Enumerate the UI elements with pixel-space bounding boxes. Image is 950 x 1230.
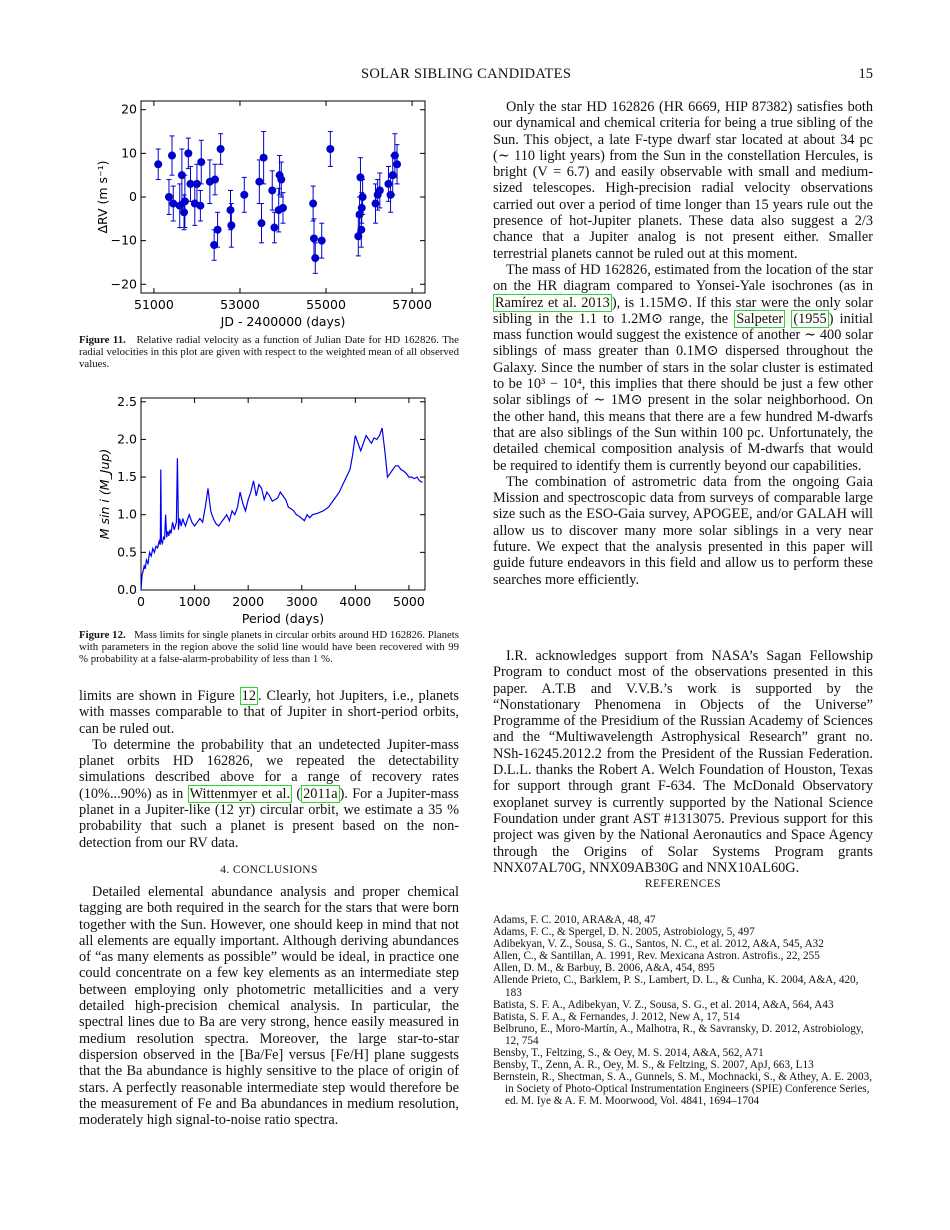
figure-11-caption-text: Relative radial velocity as a function of Julian Date for HD 162826. The radial velocities in this plot are given with respect to the weighted mean of all observed values. — [79, 334, 459, 371]
data-point — [326, 145, 334, 153]
data-point — [393, 160, 401, 168]
plot-frame — [141, 398, 425, 590]
data-point — [255, 178, 263, 186]
data-point — [197, 158, 205, 166]
y-tick-label: −10 — [110, 232, 137, 248]
x-tick-label: 5000 — [393, 594, 425, 609]
reference-item: Allende Prieto, C., Barklem, P. S., Lambert, D. L., & Cunha, K. 2004, A&A, 420, 183 — [493, 974, 859, 999]
y-tick-label: 0.0 — [117, 582, 137, 597]
x-axis-label: JD - 2400000 (days) — [220, 314, 346, 329]
paragraph: The combination of astrometric data from the ongoing Gaia Mission and spectroscopic data from surveys of comparable large size such as the ESO-Gaia survey, APOGEE, and/or GALAH will allow us to discover many more solar siblings in a very near future. We expect that the analysis presented in this paper will guide future endeavors in this field and allow us to perform these searches more efficiently. — [493, 473, 873, 588]
data-point — [240, 191, 248, 199]
data-point — [211, 176, 219, 184]
data-point — [165, 193, 173, 201]
reference-item: Belbruno, E., Moro-Martín, A., Malhotra, R., & Savransky, D. 2012, Astrobiology, 12, 754 — [493, 1022, 864, 1047]
data-point — [318, 237, 326, 245]
y-axis-label: M sin i (M_Jup) — [97, 448, 112, 540]
left-column-text-top — [79, 688, 459, 851]
paragraph: I.R. acknowledges support from NASA’s Sagan Fellowship Program to conduct most of the observations presented in this paper. A.T.B and V.V.B.’s work is supported by the “Nonstationary Phenomena in Objects of the Universe” Programme of the Presidium of the Russian Academy of Sciences and the “Multiwavelength Astrophysical Research” grant no. NSh-16245.2012.2 from the President of the Russian Federation. D.L.L. thanks the Robert A. Welch Foundation of Houston, Texas for support through grant F-634. The McDonald Observatory exoplanet survey is currently supported by the National Science Foundation under grant AST #1313075. Previous support for this project was given by the National Aeronautics and Space Agency through the Origins of Solar Systems Program grants NNX07AL70G, NNX09AB30G and NNX10AL60G. — [493, 648, 873, 876]
y-axis-label: ΔRV (m s⁻¹) — [95, 160, 110, 234]
reference-item: Adams, F. C., & Spergel, D. N. 2005, Astrobiology, 5, 497 — [493, 926, 755, 939]
y-tick-label: 20 — [121, 101, 137, 117]
data-point — [389, 171, 397, 179]
data-point — [372, 200, 380, 208]
data-point — [384, 180, 392, 188]
data-point — [376, 186, 384, 194]
x-tick-label: 3000 — [285, 594, 318, 609]
page-header — [0, 66, 950, 84]
data-point — [210, 241, 218, 249]
figure-12-label: Figure 12. — [79, 629, 126, 641]
data-point — [260, 154, 268, 162]
text: . Clearly, hot Jupiters, i.e., planets with masses comparable to that of Jupiter in short-period orbits, can be ruled out. — [79, 688, 459, 737]
data-point — [214, 226, 222, 234]
reference-item: Allen, D. M., & Barbuy, B. 2006, A&A, 454, 895 — [493, 962, 715, 975]
citation-link[interactable]: Salpeter — [736, 310, 784, 327]
paragraph: Detailed elemental abundance analysis and proper chemical tagging are both required in the search for the stars that were born together with the Sun. However, one should keep in mind that not all elements are equally important. Although deriving abundances of “as many elements as possible” would be ideal, in practice one could concentrate on a few key elements as an intermediate step between employing only photometric metallicities and a very detailed high-precision chemical analysis. In particular, the spectral lines due to Ba are very strong, hence easily measured in medium resolution spectra. Moreover, the large star-to-star dispersion observed in the [Ba/Fe] versus [Fe/H] plane suggests that the Ba abundance is highly sensitive to the place of origin of stars. A perfectly reasonable intermediate step would therefore be the measurement of Fe and Ba abundances in medium resolution, moderately high signal-to-noise ratio spectra. — [79, 884, 459, 1129]
text: The mass of HD 162826, estimated from the location of the star on the HR diagram compared to Yonsei-Yale isochrones (as in — [493, 261, 873, 295]
text: ), is 1.15M⊙. If this star were the only solar sibling in the 1.1 to 1.2M⊙ range, the — [493, 294, 873, 327]
acknowledgments — [493, 648, 873, 876]
y-tick-label: 1.0 — [117, 506, 137, 522]
x-tick-label: 53000 — [220, 297, 260, 312]
text: limits are shown in Figure — [79, 688, 240, 704]
figure-11-label: Figure 11. — [79, 334, 126, 346]
data-point — [184, 149, 192, 157]
paragraph: Only the star HD 162826 (HR 6669, HIP 87382) satisfies both our dynamical and chemical criteria for being a true sibling of the Sun. This object, a late F-type dwarf star located at about 34 pc (∼ 110 light years) from the Sun in the constellation Hercules, is bright (V = 6.7) and easily observable with small and medium-sized telescopes. High-precision radial velocity observations carried out over a period of time longer than 15 years rule out the presence of hot-Jupiter planets. These data also suggest a 2/3 chance that a Jupiter analog is not present either. Smaller terrestrial planets cannot be ruled out at this moment. — [493, 99, 873, 262]
page-number: 15 — [858, 66, 873, 82]
running-title: SOLAR SIBLING CANDIDATES — [361, 66, 572, 82]
data-point — [180, 208, 188, 216]
y-tick-label: 10 — [121, 145, 137, 161]
data-point — [309, 200, 317, 208]
y-tick-label: 0 — [129, 189, 137, 204]
y-tick-label: −20 — [110, 276, 137, 292]
figure-12 — [79, 392, 459, 628]
data-point — [270, 224, 278, 232]
rv-chart — [79, 95, 459, 335]
series-line — [141, 428, 422, 590]
text: ). For a Jupiter-mass planet in a Jupiter-like (12 yr) circular orbit, we estimate a 35 % probability that such a planet is present based on the non-detection from our RV data. — [79, 785, 459, 851]
x-tick-label: 51000 — [134, 297, 174, 312]
data-point — [279, 204, 287, 212]
data-point — [154, 160, 162, 168]
x-tick-label: 1000 — [178, 594, 211, 609]
x-tick-label: 2000 — [232, 594, 265, 609]
data-point — [391, 152, 399, 160]
figure-12-caption — [79, 629, 459, 666]
text: To determine the probability that an undetected Jupiter-mass planet orbits HD 162826, we repeated the detectability simulations described above for a range of recovery rates (10%...90%) as in — [79, 736, 459, 802]
data-point — [311, 254, 319, 262]
y-tick-label: 0.5 — [117, 544, 137, 560]
data-point — [168, 152, 176, 160]
figure-11 — [79, 95, 459, 335]
data-point — [181, 197, 189, 205]
left-column-text-bottom — [79, 884, 459, 1128]
reference-item: Adams, F. C. 2010, ARA&A, 48, 47 — [493, 914, 656, 926]
reference-item: Allen, C., & Santillan, A. 1991, Rev. Mexicana Astron. Astrofis., 22, 255 — [493, 950, 820, 963]
x-tick-label: 4000 — [339, 594, 372, 609]
data-point — [357, 226, 365, 234]
paragraph: To determine the probability that an undetected Jupiter-mass planet orbits HD 162826, we repeated the detectability simulations described above for a range of recovery rates (10%...90%) as in Wittenmyer et al. ( 2011a ). For a Jupiter-mass planet in a Jupiter-like (12 yr) circular orbit, we estimate a 35 % probability that such a planet is present based on the non-detection from our RV data. — [79, 736, 459, 851]
right-column-text — [493, 99, 873, 588]
reference-item: Bensby, T., Feltzing, S., & Oey, M. S. 2014, A&A, 562, A71 — [493, 1047, 764, 1060]
reference-item: Bensby, T., Zenn, A. R., Oey, M. S., & Feltzing, S. 2007, ApJ, 663, L13 — [493, 1059, 814, 1072]
citation-link[interactable]: 2011a — [303, 785, 338, 802]
y-tick-label: 1.5 — [117, 469, 137, 485]
citation-link[interactable]: Ramírez et al. 2013 — [495, 294, 610, 311]
section-heading: 4. CONCLUSIONS — [220, 864, 318, 876]
data-point — [196, 202, 204, 210]
data-point — [359, 193, 367, 201]
y-tick-label: 2.5 — [117, 393, 137, 409]
paragraph — [493, 262, 873, 474]
reference-item: Adibekyan, V. Z., Sousa, S. G., Santos, N. C., et al. 2012, A&A, 545, A32 — [493, 938, 824, 951]
citation-link[interactable]: Wittenmyer et al. — [189, 785, 291, 802]
data-point — [358, 204, 366, 212]
data-point — [268, 186, 276, 194]
figure-11-caption — [79, 334, 459, 371]
references-list — [493, 914, 873, 1108]
data-point — [277, 176, 285, 184]
x-tick-label: 0 — [137, 594, 145, 609]
reference-item: Bernstein, R., Shectman, S. A., Gunnels, S. M., Mochnacki, S., & Athey, A. E. 2003, in Society of Photo-Optical Instrumentation Engineers (SPIE) Conference Series, ed. M. Iye & A. F. M. Moorwood, Vol. 4841, 1694–1704 — [493, 1071, 873, 1108]
data-point — [217, 145, 225, 153]
x-tick-label: 55000 — [306, 297, 346, 312]
x-tick-label: 57000 — [392, 297, 432, 312]
data-point — [257, 219, 265, 227]
data-point — [356, 173, 364, 181]
references-heading: REFERENCES — [644, 878, 722, 890]
data-point — [227, 206, 235, 214]
figure-link[interactable]: 12 — [241, 688, 256, 704]
text: ) initial mass function would suggest the existence of another ∼ 400 solar siblings of mass greater than 0.1M⊙ dispersed throughout the Galaxy. Since the number of stars in the solar cluster is estimated to be 10³ − 10⁴, this implies that there should be just a few other solar siblings of ∼ 1M⊙ present in the solar neighborhood. On the other hand, this means that there are a few hundred M-dwarfs that are also siblings of the Sun within 100 pc. Unfortunately, the detailed chemical composition analysis of M-dwarfs that would be required to identify them is currently beyond our capabilities. — [493, 310, 873, 474]
reference-item: Batista, S. F. A., & Fernandes, J. 2012, New A, 17, 514 — [493, 1010, 740, 1023]
data-point — [227, 221, 235, 229]
figure-12-caption-text: Mass limits for single planets in circular orbits around HD 162826. Planets with parameters in the region above the solid line would have been recovered with 99 % probability at a false-alarm-probability of less than 1 %. — [79, 629, 459, 666]
paragraph — [79, 688, 459, 737]
reference-item: Batista, S. F. A., Adibekyan, V. Z., Sousa, S. G., et al. 2014, A&A, 564, A43 — [493, 998, 834, 1011]
citation-link[interactable]: (1955 — [793, 310, 827, 327]
x-axis-label: Period (days) — [241, 611, 325, 626]
data-point — [310, 234, 318, 242]
mass-limit-chart — [79, 392, 459, 628]
y-tick-label: 2.0 — [117, 431, 137, 447]
